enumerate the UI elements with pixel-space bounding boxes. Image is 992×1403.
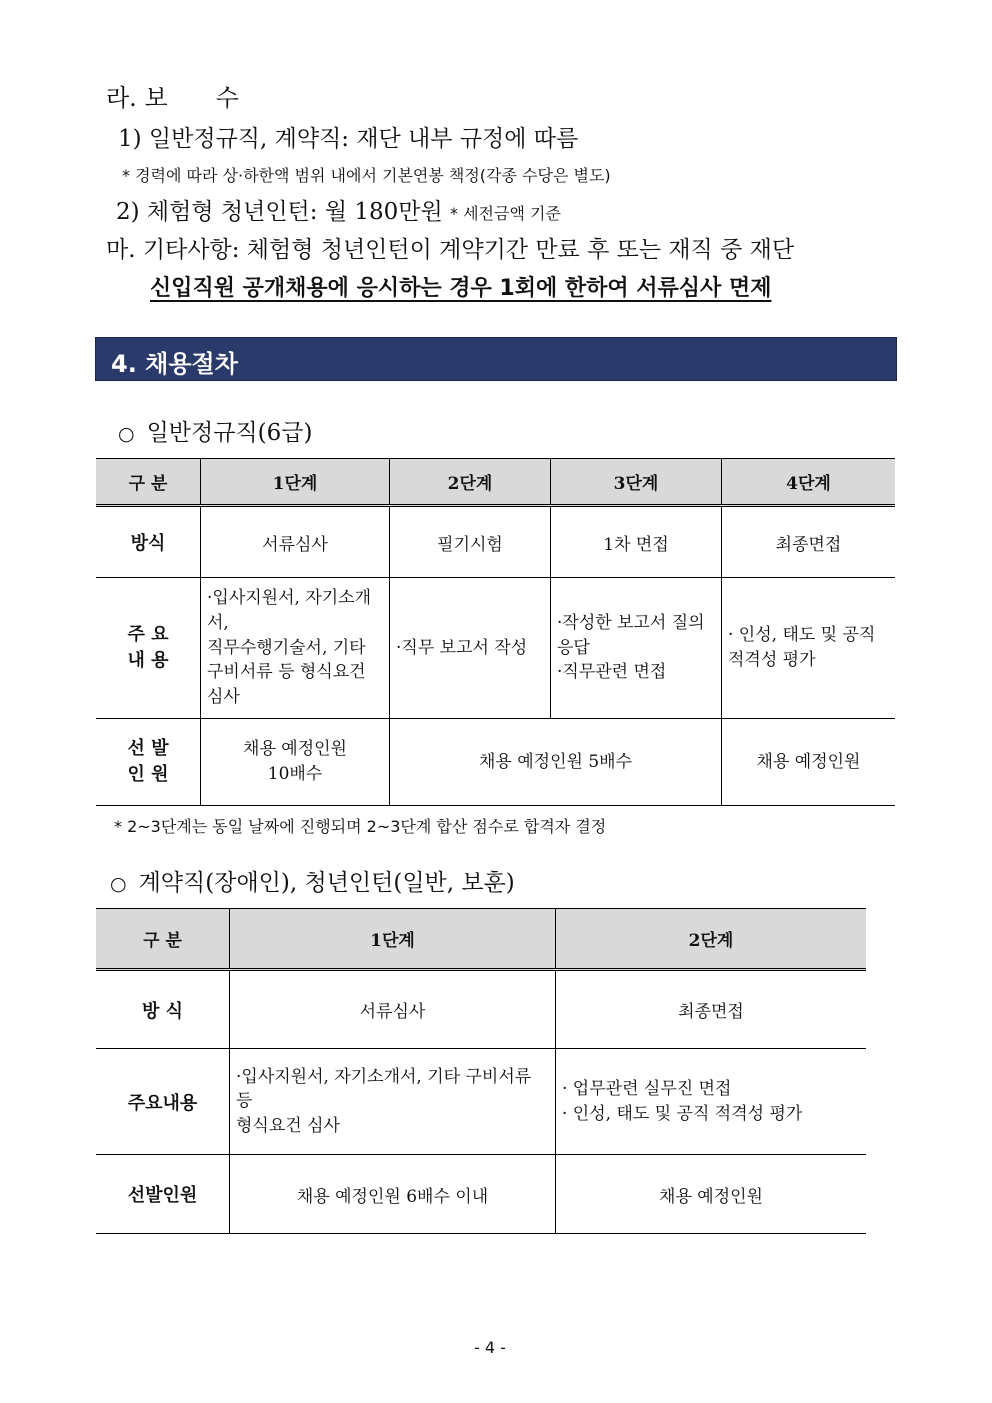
table-cell: ·입사지원서, 자기소개서, 기타 구비서류 등 형식요건 심사 [230,1049,556,1155]
table-cell: 채용 예정인원 10배수 [201,719,390,806]
page-number: - 4 - [474,1338,506,1357]
bullet-circle-icon: ○ [110,873,127,895]
table-header-row [96,909,866,970]
header-cell-category: 구 분 [96,459,201,506]
row-label-method: 방 식 [96,970,230,1049]
header-cell-category: 구 분 [96,909,230,970]
subheading-contract-label: 계약직(장애인), 청년인턴(일반, 보훈) [138,870,515,896]
row-label-selection: 선 발 인 원 [96,719,201,806]
table-row [96,1155,866,1234]
table-cell: 1차 면접 [551,506,722,578]
table-regular-procedure [96,458,895,806]
row-label-method: 방식 [96,506,201,578]
header-cell-stage2: 2단계 [390,459,551,506]
table-cell: 채용 예정인원 6배수 이내 [230,1155,556,1234]
item-2-note: * 세전금액 기준 [450,204,561,223]
bullet-circle-icon: ○ [118,423,135,445]
subheading-regular [118,414,312,447]
header-cell-stage2: 2단계 [556,909,867,970]
table-cell: ·입사지원서, 자기소개서, 직무수행기술서, 기타 구비서류 등 형식요건 심사 [201,578,390,719]
header-cell-stage1: 1단계 [201,459,390,506]
row-label-content: 주요내용 [96,1049,230,1155]
table-cell: 채용 예정인원 5배수 [390,719,722,806]
table-cell: ·작성한 보고서 질의 응답 ·직무관련 면접 [551,578,722,719]
table-cell: 최종면접 [556,970,867,1049]
row-label-selection: 선발인원 [96,1155,230,1234]
item-2 [116,193,561,226]
section-ma-heading: 마. 기타사항: 체험형 청년인턴이 계약기간 만료 후 또는 재직 중 재단 [106,237,795,263]
row-label-content: 주 요 내 용 [96,578,201,719]
table-cell: 필기시험 [390,506,551,578]
table-cell: ·직무 보고서 작성 [390,578,551,719]
section-4-title: 4. 채용절차 [111,350,238,378]
header-cell-stage1: 1단계 [230,909,556,970]
section-ma-continuation: 신입직원 공개채용에 응시하는 경우 1회에 한하여 서류심사 면제 [150,276,772,301]
item-2-main: 2) 체험형 청년인턴: 월 180만원 [116,199,443,225]
table-row [96,578,895,719]
table-cell: 채용 예정인원 [722,719,896,806]
section-ra-heading [106,78,239,113]
header-cell-stage3: 3단계 [551,459,722,506]
table-row [96,719,895,806]
subheading-regular-label: 일반정규직(6급) [146,420,313,446]
section-ra-suffix: 수 [215,84,239,112]
note-1: * 경력에 따라 상·하한액 범위 내에서 기본연봉 책정(각종 수당은 별도) [122,166,611,185]
table-cell: 채용 예정인원 [556,1155,867,1234]
item-1: 1) 일반정규직, 계약직: 재단 내부 규정에 따름 [118,126,579,152]
note-2: * 2~3단계는 동일 날짜에 진행되며 2~3단계 합산 점수로 합격자 결정 [114,817,607,836]
table-row [96,1049,866,1155]
header-cell-stage4: 4단계 [722,459,896,506]
table-cell: · 업무관련 실무진 면접 · 인성, 태도 및 공직 적격성 평가 [556,1049,867,1155]
table-cell: 최종면접 [722,506,896,578]
table-cell: 서류심사 [230,970,556,1049]
table-header-row [96,459,895,506]
table-contract-procedure [96,908,866,1234]
section-ra-prefix: 라. 보 [106,84,168,112]
subheading-contract [110,864,515,897]
section-4-bar [95,337,897,381]
table-row [96,506,895,578]
table-cell: · 인성, 태도 및 공직 적격성 평가 [722,578,896,719]
table-row [96,970,866,1049]
table-cell: 서류심사 [201,506,390,578]
